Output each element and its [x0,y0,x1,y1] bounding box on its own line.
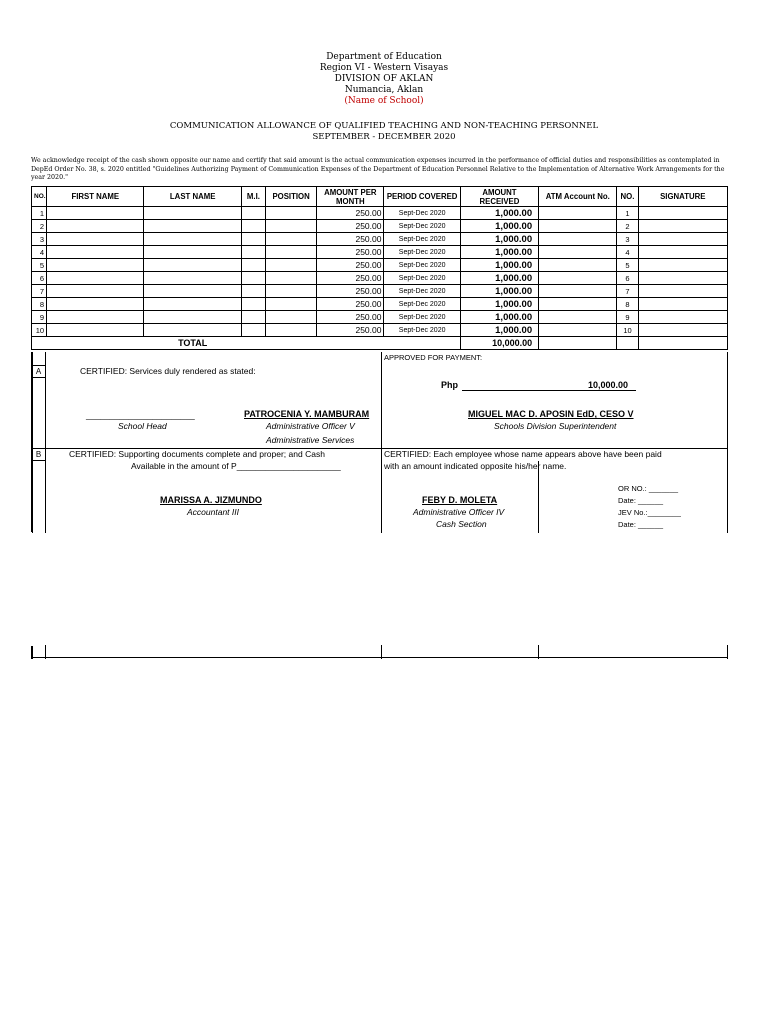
or-no-field: OR NO.: _______ [618,484,679,493]
amount-per-month-cell: 250.00 [317,298,384,311]
accountant-title: Accountant III [187,507,239,517]
atm-account-cell [539,246,617,259]
row-no-2: 7 [617,285,638,298]
position-cell [265,207,316,220]
period-covered-cell: Sept-Dec 2020 [384,298,460,311]
last-name-cell [144,233,241,246]
last-name-cell [144,324,241,337]
atm-account-cell [539,220,617,233]
amount-received-cell: 1,000.00 [460,233,538,246]
signature-cell [638,298,727,311]
amount-per-month-cell: 250.00 [317,246,384,259]
first-name-cell [47,220,144,233]
jev-no-field: JEV No.:________ [618,508,681,517]
amount-received-cell: 1,000.00 [460,285,538,298]
first-name-cell [47,272,144,285]
amount-per-month-cell: 250.00 [317,272,384,285]
total-row [32,337,728,350]
first-name-cell [47,324,144,337]
table-header-row [32,187,728,207]
cash-certified-line1: CERTIFIED: Each employee whose name appears above have been paid [384,449,662,459]
signature-cell [638,207,727,220]
col-header-mi: M.I. [241,187,265,207]
signature-cell [638,324,727,337]
period-covered-cell: Sept-Dec 2020 [384,324,460,337]
cash-certified-line2: with an amount indicated opposite his/her name. [384,461,567,471]
mi-cell [241,220,265,233]
patrocenia-department: Administrative Services [266,435,355,445]
amount-received-cell: 1,000.00 [460,324,538,337]
php-label: Php [441,380,458,390]
last-name-cell [144,207,241,220]
signature-cell [638,311,727,324]
last-name-cell [144,298,241,311]
atm-account-cell [539,207,617,220]
position-cell [265,259,316,272]
or-date-field: Date: ______ [618,496,664,505]
document-period: SEPTEMBER - DECEMBER 2020 [312,132,456,142]
row-no-2: 1 [617,207,638,220]
mi-cell [241,311,265,324]
row-no: 10 [32,324,47,337]
row-no-2: 5 [617,259,638,272]
section-a-certified: CERTIFIED: Services duly rendered as stated: [80,366,256,376]
table-row [32,259,728,272]
cashier-title: Administrative Officer IV [413,507,505,517]
document-title: COMMUNICATION ALLOWANCE OF QUALIFIED TEACHING AND NON-TEACHING PERSONNEL [169,121,599,131]
row-no: 6 [32,272,47,285]
position-cell [265,233,316,246]
section-b-letter: B [31,448,46,461]
col-header-no-2: NO. [617,187,638,207]
amount-per-month-cell: 250.00 [317,233,384,246]
mi-cell [241,246,265,259]
table-row [32,233,728,246]
amount-per-month-cell: 250.00 [317,311,384,324]
col-header-signature: SIGNATURE [638,187,727,207]
patrocenia-name: PATROCENIA Y. MAMBURAM [244,409,370,419]
atm-account-cell [539,298,617,311]
atm-account-cell [539,324,617,337]
last-name-cell [144,220,241,233]
header-region: Region VI - Western Visayas [319,63,449,73]
row-no-2: 6 [617,272,638,285]
row-no-2: 9 [617,311,638,324]
frame-or-divider [538,461,539,533]
last-name-cell [144,285,241,298]
section-b-certified-line2: Available in the amount of P______________________ [131,461,341,471]
col-header-atm-account: ATM Account No. [539,187,617,207]
total-value: 10,000.00 [460,337,538,350]
last-name-cell [144,272,241,285]
first-name-cell [47,285,144,298]
mi-cell [241,272,265,285]
period-covered-cell: Sept-Dec 2020 [384,311,460,324]
row-no: 8 [32,298,47,311]
atm-account-cell [539,272,617,285]
table-row [32,285,728,298]
row-no: 4 [32,246,47,259]
atm-account-cell [539,311,617,324]
row-no-2: 3 [617,233,638,246]
period-covered-cell: Sept-Dec 2020 [384,207,460,220]
period-covered-cell: Sept-Dec 2020 [384,272,460,285]
row-no-2: 2 [617,220,638,233]
header-location: Numancia, Aklan [344,85,424,95]
sds-name: MIGUEL MAC D. APOSIN EdD, CESO V [468,409,634,419]
accountant-name: MARISSA A. JIZMUNDO [160,495,262,505]
amount-per-month-cell: 250.00 [317,285,384,298]
signature-cell [638,246,727,259]
row-no: 5 [32,259,47,272]
personnel-table [31,186,728,350]
table-row [32,207,728,220]
mi-cell [241,285,265,298]
first-name-cell [47,298,144,311]
amount-per-month-cell: 250.00 [317,259,384,272]
amount-received-cell: 1,000.00 [460,298,538,311]
row-no-2: 4 [617,246,638,259]
position-cell [265,285,316,298]
row-no: 7 [32,285,47,298]
acknowledgement-text: We acknowledge receipt of the cash shown opposite our name and certify that said amount is the actual communication expenses incurred in the performance of official duties and responsibilities as contemplated in DepEd Order No. 38, s. 2020 entitled "Guidelines Authorizing Payment of Communication Expenses of the Department of Education Personnel Relative to the Implementation of Alternative Work Arrangements for the year 2020." [31,157,725,182]
col-header-amount-received: AMOUNT RECEIVED [460,187,538,207]
col-header-last-name: LAST NAME [144,187,241,207]
php-amount-line [462,390,636,391]
first-name-cell [47,311,144,324]
amount-received-cell: 1,000.00 [460,220,538,233]
row-no-2: 8 [617,298,638,311]
mi-cell [241,298,265,311]
table-row [32,311,728,324]
cashier-section: Cash Section [436,519,487,529]
table-row [32,220,728,233]
table-row [32,324,728,337]
patrocenia-title: Administrative Officer V [266,421,355,431]
approved-for-payment-label: APPROVED FOR PAYMENT: [384,353,483,362]
period-covered-cell: Sept-Dec 2020 [384,220,460,233]
first-name-cell [47,207,144,220]
mi-cell [241,233,265,246]
amount-received-cell: 1,000.00 [460,246,538,259]
period-covered-cell: Sept-Dec 2020 [384,233,460,246]
frame-bottom-border [31,657,728,658]
section-a-letter: A [31,365,46,378]
position-cell [265,272,316,285]
table-row [32,298,728,311]
period-covered-cell: Sept-Dec 2020 [384,285,460,298]
position-cell [265,220,316,233]
cashier-name: FEBY D. MOLETA [422,495,498,505]
row-no: 3 [32,233,47,246]
period-covered-cell: Sept-Dec 2020 [384,246,460,259]
jev-date-field: Date: ______ [618,520,664,529]
col-header-position: POSITION [265,187,316,207]
row-no: 2 [32,220,47,233]
mi-cell [241,207,265,220]
first-name-cell [47,259,144,272]
table-row [32,272,728,285]
atm-account-cell [539,233,617,246]
table-row [32,246,728,259]
position-cell [265,298,316,311]
school-head-signature-line: _______________________ [86,410,195,420]
position-cell [265,311,316,324]
atm-account-cell [539,259,617,272]
amount-per-month-cell: 250.00 [317,220,384,233]
last-name-cell [144,246,241,259]
first-name-cell [47,233,144,246]
header-division: DIVISION OF AKLAN [334,74,434,84]
col-header-no: NO. [32,187,47,207]
last-name-cell [144,259,241,272]
col-header-period-covered: PERIOD COVERED [384,187,460,207]
sds-title: Schools Division Superintendent [494,421,617,431]
signature-cell [638,272,727,285]
amount-received-cell: 1,000.00 [460,207,538,220]
position-cell [265,246,316,259]
mi-cell [241,259,265,272]
atm-account-cell [539,285,617,298]
mi-cell [241,324,265,337]
header-department: Department of Education [326,52,442,62]
row-no: 9 [32,311,47,324]
signature-cell [638,285,727,298]
header-school-name: (Name of School) [344,96,424,106]
signature-cell [638,233,727,246]
amount-received-cell: 1,000.00 [460,272,538,285]
amount-received-cell: 1,000.00 [460,259,538,272]
last-name-cell [144,311,241,324]
section-b-certified-line1: CERTIFIED: Supporting documents complete and proper; and Cash [69,449,325,459]
amount-per-month-cell: 250.00 [317,324,384,337]
row-no: 1 [32,207,47,220]
signature-cell [638,220,727,233]
signature-cell [638,259,727,272]
col-header-amount-per-month: AMOUNT PER MONTH [317,187,384,207]
school-head-label: School Head [118,421,167,431]
row-no-2: 10 [617,324,638,337]
first-name-cell [47,246,144,259]
amount-per-month-cell: 250.00 [317,207,384,220]
amount-received-cell: 1,000.00 [460,311,538,324]
php-amount: 10,000.00 [588,380,629,390]
col-header-first-name: FIRST NAME [47,187,144,207]
period-covered-cell: Sept-Dec 2020 [384,259,460,272]
position-cell [265,324,316,337]
total-label: TOTAL [144,337,241,350]
